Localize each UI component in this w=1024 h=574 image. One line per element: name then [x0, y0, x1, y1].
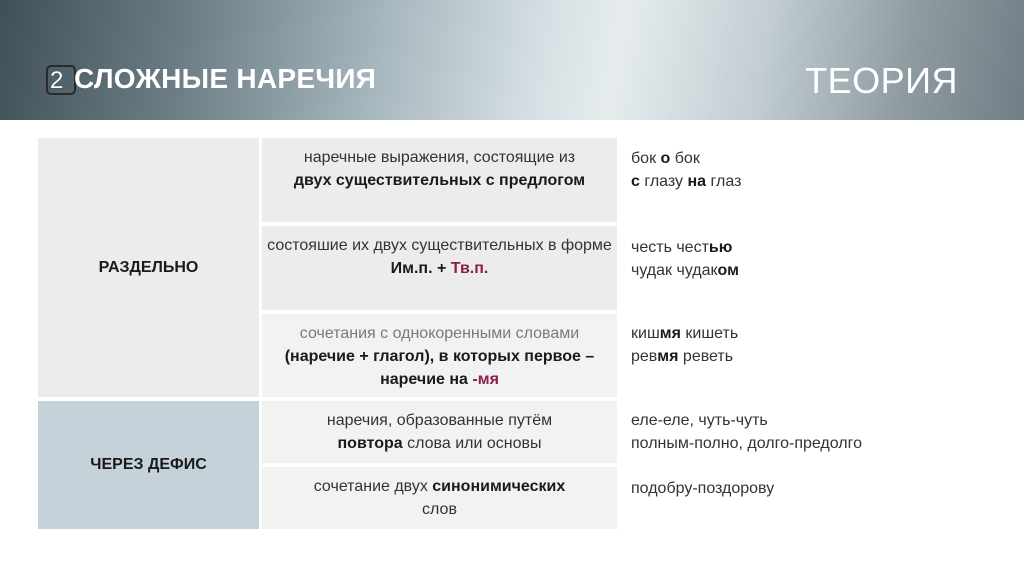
- rule-1-bold: двух существительных с предлогом: [293, 172, 586, 189]
- example-2-bold: ом: [717, 262, 739, 279]
- example-2-part: чудак чудак: [631, 262, 718, 279]
- rule-2-text: состояшие их двух существительных в форме: [267, 237, 612, 254]
- example-2-part: честь чест: [631, 239, 709, 256]
- header-banner: [0, 0, 1024, 120]
- example-3-part: рев: [631, 348, 658, 365]
- rule-cell-5: [262, 467, 617, 529]
- example-4-line-2: полным-полно, долго-предолго: [631, 435, 863, 452]
- example-1-part: глаз: [710, 173, 742, 190]
- category-hyphen-label: ЧЕРЕЗ ДЕФИС: [90, 456, 207, 473]
- example-cell-4: [631, 409, 961, 455]
- example-1-bold: с: [631, 173, 640, 190]
- example-2-bold: ью: [708, 239, 733, 256]
- example-5-line-1: подобру-поздорову: [631, 480, 775, 497]
- example-1-bold: на: [687, 173, 707, 190]
- category-separate: [38, 138, 259, 397]
- example-1-bold: о: [660, 150, 671, 167]
- example-cell-3: [631, 322, 961, 368]
- rule-4-text: наречия, образованные путём: [326, 412, 553, 429]
- category-separate-label: РАЗДЕЛЬНО: [98, 258, 199, 276]
- slide-number-badge: 2: [46, 65, 76, 95]
- example-cell-1: [631, 147, 961, 193]
- example-1-part: глазу: [644, 173, 684, 190]
- rule-1-text: наречные выражения, состоящие из: [303, 149, 576, 166]
- rule-cell-2: [262, 226, 617, 310]
- rule-3-bold: (наречие + глагол), в которых первое – наречие на: [284, 348, 595, 388]
- rule-5-tail: слов: [422, 501, 457, 518]
- rule-cell-3: [262, 314, 617, 397]
- rule-2-accent: Тв.п.: [450, 260, 489, 277]
- example-cell-5: [631, 477, 961, 500]
- rule-5-text: сочетание двух: [313, 478, 428, 495]
- example-4-line-1: еле-еле, чуть-чуть: [631, 412, 768, 429]
- rule-2-bold: Им.п. +: [390, 260, 447, 277]
- rule-3-accent: -мя: [472, 371, 499, 388]
- rule-5-bold: синонимических: [432, 478, 566, 495]
- example-3-part: киш: [631, 325, 660, 342]
- rule-4-bold: повтора: [337, 435, 403, 452]
- example-1-part: бок: [674, 150, 700, 167]
- rule-cell-4: [262, 401, 617, 463]
- section-label: ТЕОРИЯ: [805, 60, 958, 101]
- rule-4-tail: слова или основы: [407, 435, 542, 452]
- example-3-part: кишеть: [685, 325, 739, 342]
- example-3-bold: мя: [657, 348, 679, 365]
- example-3-bold: мя: [659, 325, 681, 342]
- category-hyphen: [38, 401, 259, 529]
- rule-3-text: сочетания с однокоренными словами: [299, 325, 580, 342]
- example-3-part: реветь: [682, 348, 734, 365]
- rule-cell-1: [262, 138, 617, 222]
- page-title: СЛОЖНЫЕ НАРЕЧИЯ: [74, 63, 377, 94]
- example-1-part: бок: [631, 150, 657, 167]
- example-cell-2: [631, 236, 961, 282]
